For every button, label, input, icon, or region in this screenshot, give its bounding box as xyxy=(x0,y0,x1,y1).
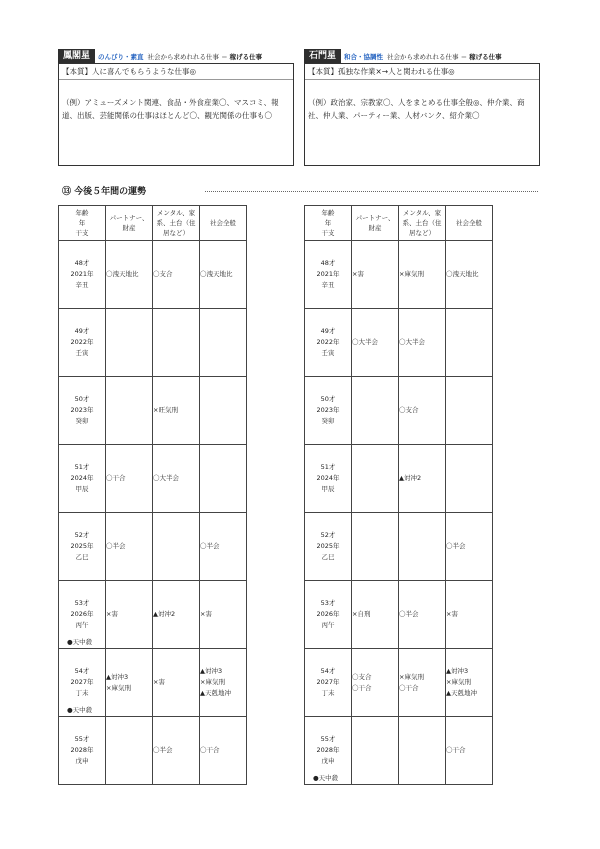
year-cell xyxy=(305,513,352,581)
fortune-cell: 〇大半会 xyxy=(153,445,200,513)
star-demand: 社会から求めれれる仕事 ＝ xyxy=(147,52,228,61)
table-row xyxy=(59,445,247,513)
fortune-cell xyxy=(200,377,247,445)
star-examples: （例）アミューズメント関連、食品・外食産業〇、マスコミ、報道、出版、芸能関係の仕事はほとんど〇、観光関係の仕事も〇 xyxy=(62,98,279,120)
fortune-cell: ×害 xyxy=(446,581,493,649)
year-cell xyxy=(305,717,352,785)
fortune-cell: ▲対冲3 ×庫気刑 xyxy=(106,649,153,717)
year-cell xyxy=(305,581,352,649)
star-earn: 稼げる仕事 xyxy=(469,52,502,61)
fortune-cell xyxy=(153,513,200,581)
star-earn: 稼げる仕事 xyxy=(229,52,263,61)
year-cell xyxy=(305,241,352,309)
column-header: 年齢 年 干支 xyxy=(305,206,352,241)
star-header xyxy=(58,49,294,63)
column-header: パートナー、 財産 xyxy=(106,206,153,241)
fortune-cell xyxy=(106,377,153,445)
year-label: 55才 2028年 戊申 xyxy=(70,735,94,765)
table-row xyxy=(305,581,493,649)
star-trait: のんびり・素直 xyxy=(98,52,144,61)
table-row xyxy=(59,513,247,581)
table-row xyxy=(59,309,247,377)
fortune-cell: 〇洩天地比 xyxy=(106,241,153,309)
year-label: 51才 2024年 甲辰 xyxy=(70,463,94,493)
year-label: 55才 2028年 戊申 xyxy=(316,735,340,765)
fortune-cell: 〇干合 xyxy=(106,445,153,513)
year-cell xyxy=(59,241,106,309)
table-header-row xyxy=(59,206,247,241)
fortune-cell xyxy=(352,377,399,445)
fortune-cell: ×害 xyxy=(200,581,247,649)
year-cell xyxy=(59,309,106,377)
year-label: 48才 2021年 辛丑 xyxy=(70,259,94,289)
fortune-cell: 〇干合 xyxy=(446,717,493,785)
column-header: 年齢 年 干支 xyxy=(59,206,106,241)
section-divider xyxy=(205,191,538,192)
table-row xyxy=(305,445,493,513)
fortune-cell: ×害 xyxy=(106,581,153,649)
star-examples: （例）政治家、宗教家〇、人をまとめる仕事全般◎、仲介業、商社、仲人業、パーティー業、人材バンク、紹介業〇 xyxy=(308,98,525,120)
fortune-table-left xyxy=(58,205,247,785)
year-cell xyxy=(59,513,106,581)
table-row xyxy=(305,309,493,377)
column-header: パートナー、 財産 xyxy=(352,206,399,241)
fortune-cell: 〇支合 xyxy=(399,377,446,445)
year-label: 50才 2023年 癸卯 xyxy=(316,395,340,425)
year-label: 48才 2021年 辛丑 xyxy=(316,259,340,289)
star-essence: 【本質】孤独な作業×→人と関われる仕事◎ xyxy=(305,64,539,80)
fortune-cell: 〇大半会 xyxy=(399,309,446,377)
tenchusatsu-mark: ●天中殺 xyxy=(67,706,93,714)
section-title: ⑬ 今後５年間の運勢 xyxy=(62,187,147,197)
table-row xyxy=(59,377,247,445)
year-cell xyxy=(305,445,352,513)
star-trait: 和合・協調性 xyxy=(344,52,384,61)
year-cell xyxy=(305,377,352,445)
fortune-cell xyxy=(106,717,153,785)
fortune-cell: 〇干合 xyxy=(200,717,247,785)
fortune-cell: ▲対冲3 ×庫気刑 ▲天剋地冲 xyxy=(446,649,493,717)
fortune-cell: ▲対冲3 ×庫気刑 ▲天剋地冲 xyxy=(200,649,247,717)
star-box-sekimon xyxy=(304,49,540,166)
fortune-cell: ×害 xyxy=(352,241,399,309)
fortune-cell xyxy=(446,309,493,377)
fortune-cell: ▲対冲2 xyxy=(399,445,446,513)
year-label: 54才 2027年 丁未 xyxy=(70,667,94,697)
star-body xyxy=(58,63,294,166)
fortune-cell: ×庫気刑 〇干合 xyxy=(399,649,446,717)
fortune-cell xyxy=(399,513,446,581)
year-cell xyxy=(305,649,352,717)
fortune-table-right xyxy=(304,205,493,785)
year-cell xyxy=(59,445,106,513)
star-body xyxy=(304,63,540,166)
year-cell xyxy=(59,581,106,649)
table-row xyxy=(305,513,493,581)
fortune-cell: 〇大半会 xyxy=(352,309,399,377)
table-row xyxy=(59,649,247,717)
fortune-cell: 〇半会 xyxy=(106,513,153,581)
table-row xyxy=(305,241,493,309)
fortune-cell xyxy=(200,309,247,377)
column-header: メンタル、家 系、土台（住 居など） xyxy=(153,206,200,241)
fortune-cell: 〇半会 xyxy=(153,717,200,785)
fortune-cell xyxy=(446,445,493,513)
star-essence: 【本質】人に喜んでもらうような仕事◎ xyxy=(59,64,293,80)
year-label: 50才 2023年 癸卯 xyxy=(70,395,94,425)
column-header: 社会全般 xyxy=(446,206,493,241)
table-row xyxy=(59,241,247,309)
star-name: 鳳閣星 xyxy=(58,49,95,63)
year-label: 54才 2027年 丁未 xyxy=(316,667,340,697)
table-row xyxy=(59,717,247,785)
fortune-cell: 〇支合 〇干合 xyxy=(352,649,399,717)
fortune-cell: 〇洩天地比 xyxy=(446,241,493,309)
fortune-cell: ×自刑 xyxy=(352,581,399,649)
year-cell xyxy=(59,717,106,785)
star-name: 石門星 xyxy=(304,49,341,63)
year-label: 49才 2022年 壬寅 xyxy=(70,327,94,357)
fortune-cell: 〇洩天地比 xyxy=(200,241,247,309)
star-demand: 社会から求めれれる仕事 ＝ xyxy=(387,52,468,61)
fortune-cell xyxy=(352,445,399,513)
fortune-cell: 〇半会 xyxy=(399,581,446,649)
table-row xyxy=(305,377,493,445)
star-header xyxy=(304,49,540,63)
table-row xyxy=(305,649,493,717)
fortune-cell: ▲対冲2 xyxy=(153,581,200,649)
year-cell xyxy=(59,649,106,717)
fortune-cell xyxy=(399,717,446,785)
fortune-cell: ×旺気刑 xyxy=(153,377,200,445)
fortune-cell: 〇半会 xyxy=(446,513,493,581)
tenchusatsu-mark: ●天中殺 xyxy=(67,638,93,646)
fortune-cell: ×庫気刑 xyxy=(399,241,446,309)
table-header-row xyxy=(305,206,493,241)
year-label: 49才 2022年 壬寅 xyxy=(316,327,340,357)
year-label: 52才 2025年 乙巳 xyxy=(70,531,94,561)
tenchusatsu-mark: ●天中殺 xyxy=(313,774,339,782)
year-cell xyxy=(59,377,106,445)
fortune-cell xyxy=(352,717,399,785)
year-label: 53才 2026年 丙午 xyxy=(316,599,340,629)
fortune-cell xyxy=(352,513,399,581)
table-row xyxy=(59,581,247,649)
year-label: 52才 2025年 乙巳 xyxy=(316,531,340,561)
fortune-cell xyxy=(106,309,153,377)
column-header: メンタル、家 系、土台（住 居など） xyxy=(399,206,446,241)
fortune-cell xyxy=(446,377,493,445)
fortune-cell xyxy=(153,309,200,377)
fortune-cell xyxy=(200,445,247,513)
fortune-cell: 〇支合 xyxy=(153,241,200,309)
star-box-houkaku xyxy=(58,49,294,166)
year-label: 53才 2026年 丙午 xyxy=(70,599,94,629)
table-row xyxy=(305,717,493,785)
column-header: 社会全般 xyxy=(200,206,247,241)
fortune-cell: ×害 xyxy=(153,649,200,717)
year-cell xyxy=(305,309,352,377)
year-label: 51才 2024年 甲辰 xyxy=(316,463,340,493)
fortune-cell: 〇半会 xyxy=(200,513,247,581)
